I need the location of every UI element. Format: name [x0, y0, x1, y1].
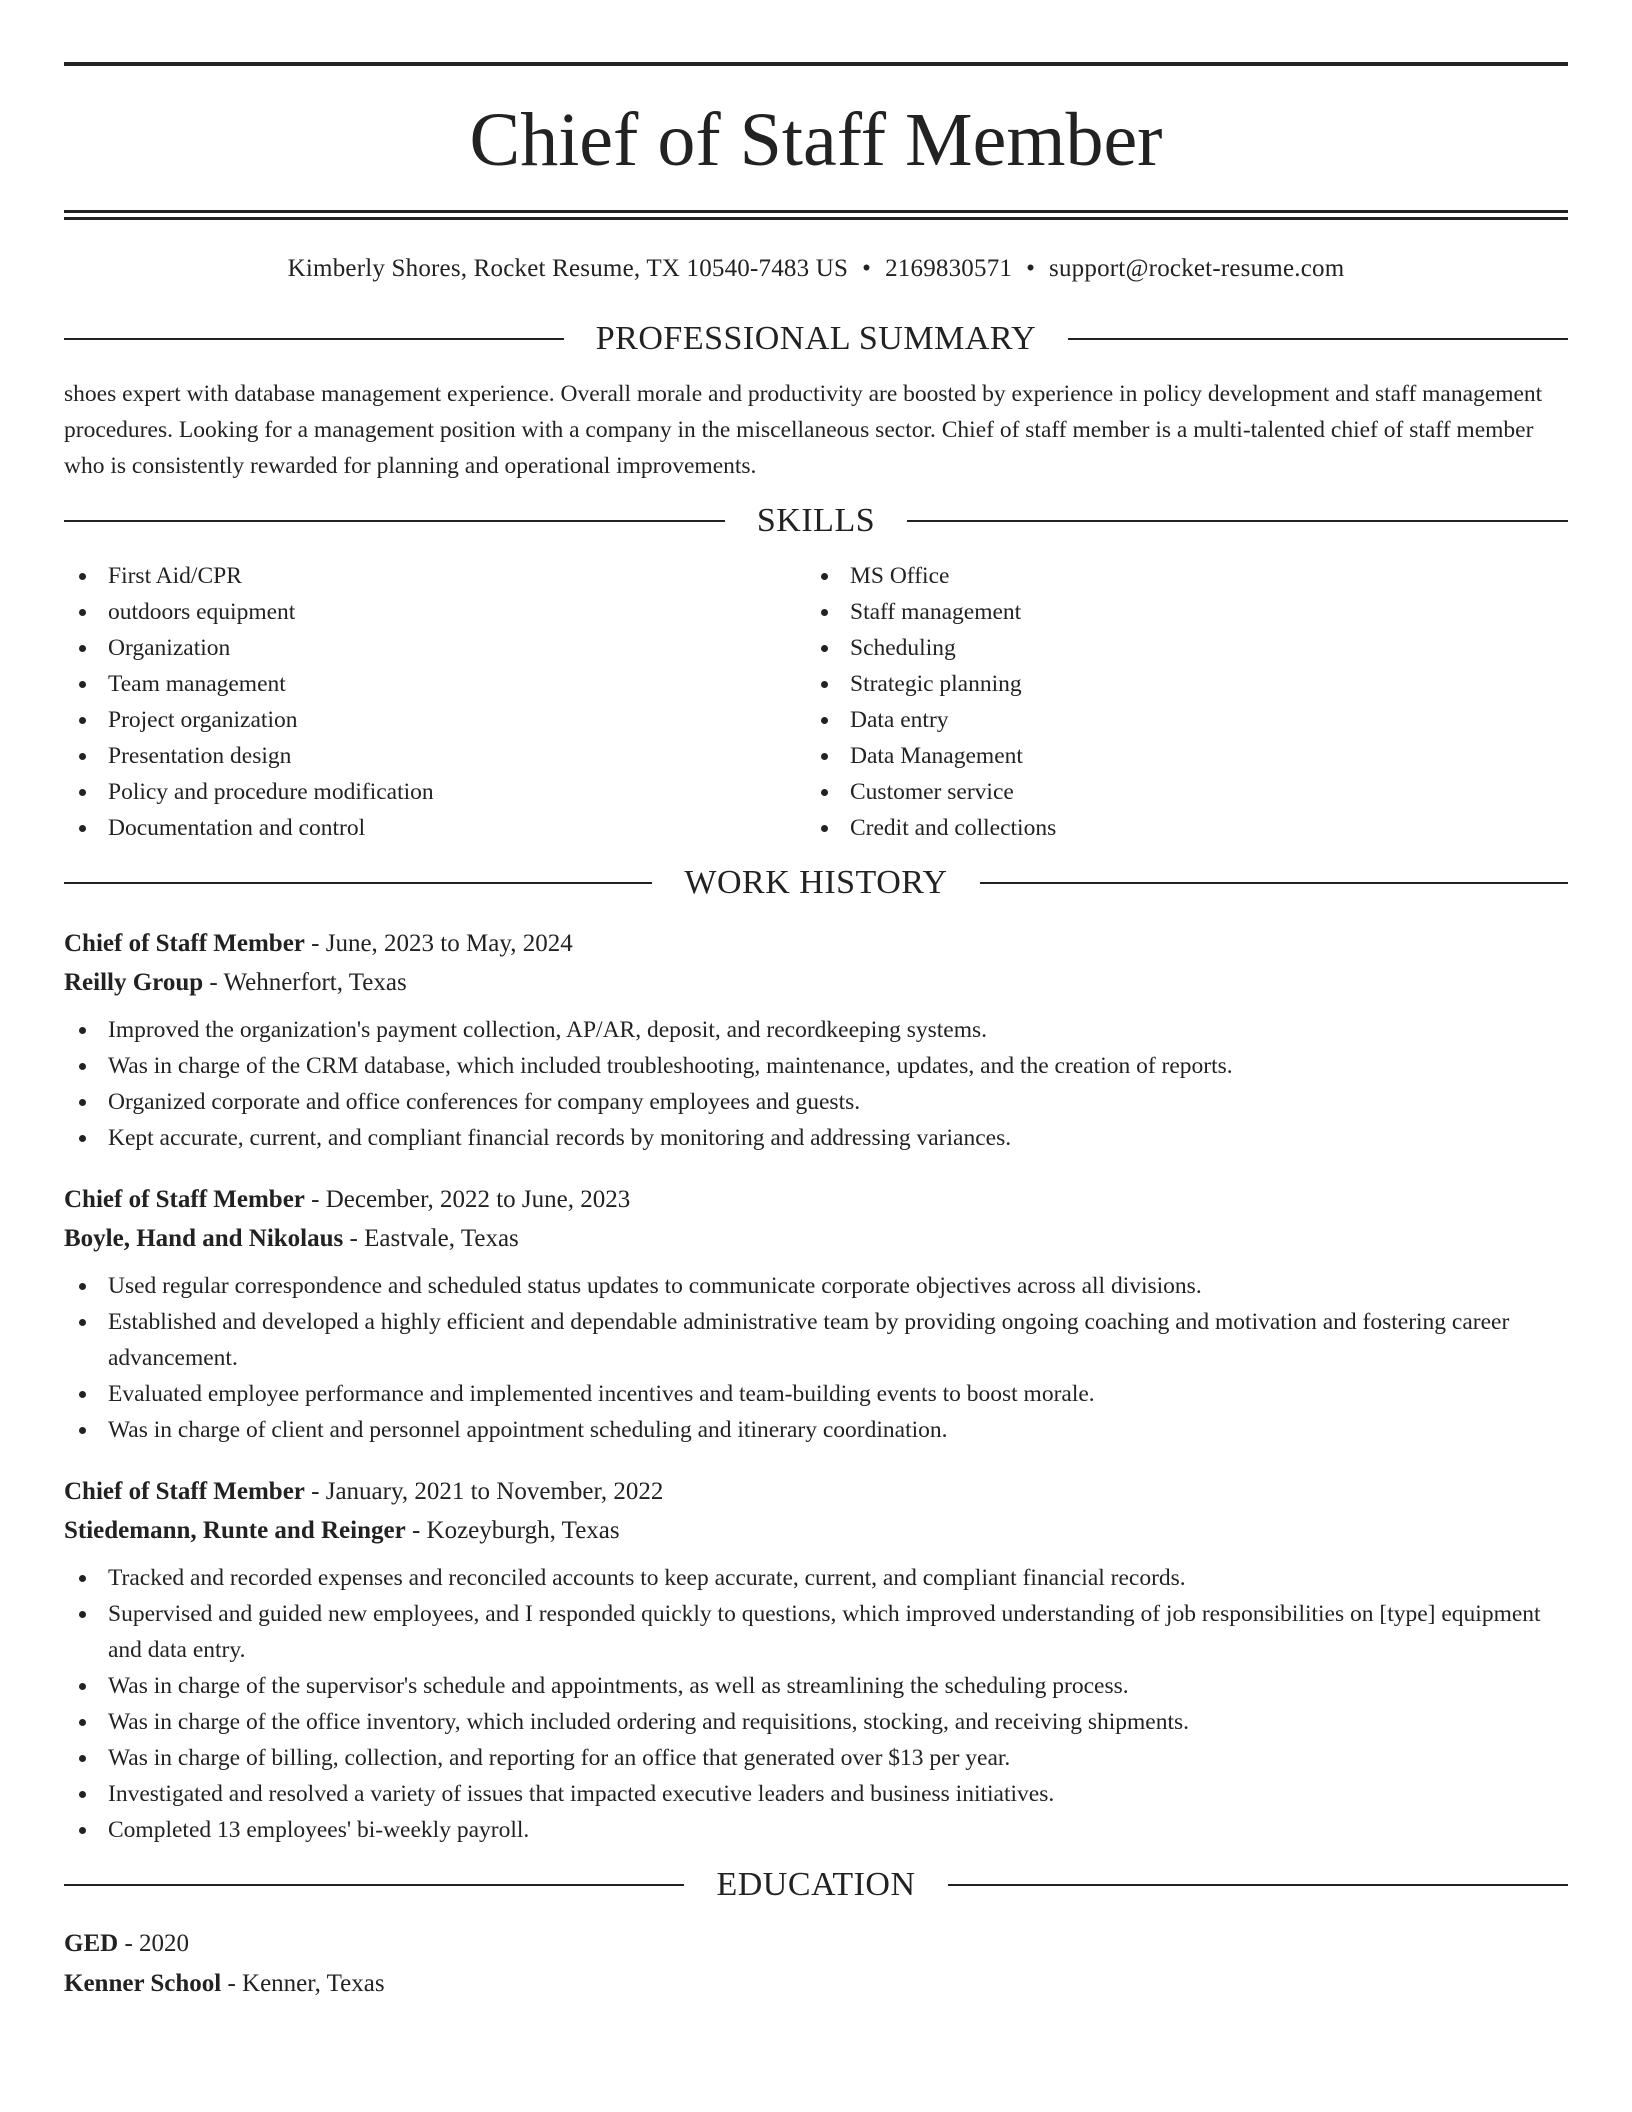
- job-bullet: Tracked and recorded expenses and reconciled accounts to keep accurate, current, and compliant financial records.: [64, 1560, 1568, 1596]
- section-rule: [64, 1884, 684, 1886]
- skill-item: Organization: [64, 630, 806, 666]
- education-location: - Kenner, Texas: [221, 1970, 385, 1997]
- section-header-education: [64, 1862, 1568, 1908]
- section-header-skills: [64, 498, 1568, 544]
- section-rule: [980, 882, 1568, 884]
- contact-separator: •: [862, 255, 872, 282]
- section-title: WORK HISTORY: [684, 864, 948, 901]
- job-bullet: Completed 13 employees' bi-weekly payroll.: [64, 1812, 1568, 1848]
- skill-item: Credit and collections: [806, 810, 1548, 846]
- job-role: Chief of Staff Member: [64, 1186, 305, 1213]
- job-entry: [64, 1180, 1568, 1448]
- job-bullet: Was in charge of the office inventory, which included ordering and requisitions, stocking, and receiving shipments.: [64, 1704, 1568, 1740]
- job-bullets: [64, 1268, 1568, 1448]
- skill-item: First Aid/CPR: [64, 558, 806, 594]
- job-title-line: [64, 924, 1568, 963]
- job-bullet: Evaluated employee performance and implemented incentives and team-building events to boost morale.: [64, 1376, 1568, 1412]
- skill-item: Data entry: [806, 702, 1548, 738]
- job-title-line: [64, 1472, 1568, 1511]
- resume-title: Chief of Staff Member: [469, 98, 1163, 182]
- job-entry: [64, 924, 1568, 1156]
- job-bullet: Was in charge of the supervisor's schedule and appointments, as well as streamlining the scheduling process.: [64, 1668, 1568, 1704]
- section-rule: [1068, 338, 1568, 340]
- contact-address: Kimberly Shores, Rocket Resume, TX 10540-7483 US: [287, 255, 849, 282]
- resume-page: [64, 62, 1568, 2004]
- job-dates: - January, 2021 to November, 2022: [304, 1478, 664, 1505]
- section-title: SKILLS: [756, 502, 876, 539]
- skill-item: Project organization: [64, 702, 806, 738]
- job-bullet: Established and developed a highly efficient and dependable administrative team by providing ongoing coaching and motivation and fostering career advancement.: [64, 1304, 1568, 1376]
- contact-email: support@rocket-resume.com: [1049, 255, 1345, 282]
- job-company: Boyle, Hand and Nikolaus: [64, 1225, 344, 1252]
- job-company-line: [64, 963, 1568, 1002]
- skill-item: Staff management: [806, 594, 1548, 630]
- skills-columns: [64, 558, 1568, 846]
- job-bullet: Was in charge of client and personnel appointment scheduling and itinerary coordination.: [64, 1412, 1568, 1448]
- education-school-line: [64, 1964, 1568, 2004]
- section-rule: [948, 1884, 1568, 1886]
- skill-item: MS Office: [806, 558, 1548, 594]
- top-rule: [64, 62, 1568, 66]
- job-location: - Kozeyburgh, Texas: [405, 1517, 620, 1544]
- skill-item: outdoors equipment: [64, 594, 806, 630]
- title-double-rule: [64, 210, 1568, 220]
- skill-item: Documentation and control: [64, 810, 806, 846]
- job-bullet: Used regular correspondence and scheduled status updates to communicate corporate objectives across all divisions.: [64, 1268, 1568, 1304]
- job-location: - Wehnerfort, Texas: [203, 969, 407, 996]
- skill-item: Presentation design: [64, 738, 806, 774]
- skill-item: Data Management: [806, 738, 1548, 774]
- skill-item: Policy and procedure modification: [64, 774, 806, 810]
- job-location: - Eastvale, Texas: [343, 1225, 519, 1252]
- education-year: - 2020: [118, 1930, 190, 1957]
- skills-list-left: [64, 558, 806, 846]
- job-bullet: Organized corporate and office conferences for company employees and guests.: [64, 1084, 1568, 1120]
- job-company: Reilly Group: [64, 969, 204, 996]
- skill-item: Team management: [64, 666, 806, 702]
- skill-item: Scheduling: [806, 630, 1548, 666]
- contact-line: [64, 252, 1568, 286]
- education-degree: GED: [64, 1930, 119, 1957]
- job-role: Chief of Staff Member: [64, 930, 305, 957]
- section-title: EDUCATION: [716, 1866, 916, 1903]
- education-degree-line: [64, 1924, 1568, 1964]
- job-bullet: Investigated and resolved a variety of issues that impacted executive leaders and business initiatives.: [64, 1776, 1568, 1812]
- section-rule: [64, 338, 564, 340]
- skill-item: Strategic planning: [806, 666, 1548, 702]
- job-bullet: Was in charge of the CRM database, which included troubleshooting, maintenance, updates, and the creation of reports.: [64, 1048, 1568, 1084]
- job-bullet: Supervised and guided new employees, and I responded quickly to questions, which improved understanding of job responsibilities on [type] equipment and data entry.: [64, 1596, 1568, 1668]
- job-company-line: [64, 1219, 1568, 1258]
- education-entry: [64, 1924, 1568, 2004]
- section-rule: [907, 520, 1568, 522]
- job-bullets: [64, 1012, 1568, 1156]
- job-title-line: [64, 1180, 1568, 1219]
- job-company-line: [64, 1511, 1568, 1550]
- section-header-work: [64, 860, 1568, 906]
- job-bullet: Kept accurate, current, and compliant financial records by monitoring and addressing variances.: [64, 1120, 1568, 1156]
- job-dates: - December, 2022 to June, 2023: [304, 1186, 631, 1213]
- skills-list-right: [806, 558, 1548, 846]
- education-school: Kenner School: [64, 1970, 222, 1997]
- section-rule: [64, 882, 652, 884]
- contact-separator: •: [1026, 255, 1036, 282]
- section-rule: [64, 520, 725, 522]
- job-dates: - June, 2023 to May, 2024: [304, 930, 573, 957]
- job-bullet: Was in charge of billing, collection, and reporting for an office that generated over $13 per year.: [64, 1740, 1568, 1776]
- job-bullet: Improved the organization's payment collection, AP/AR, deposit, and recordkeeping systems.: [64, 1012, 1568, 1048]
- job-entry: [64, 1472, 1568, 1848]
- summary-text: shoes expert with database management experience. Overall morale and productivity are boosted by experience in policy development and staff management procedures. Looking for a management position with a company in the miscellaneous sector. Chief of staff member is a multi-talented chief of staff member who is consistently rewarded for planning and operational improvements.: [64, 381, 1543, 479]
- work-history: [64, 924, 1568, 1848]
- contact-phone: 2169830571: [885, 255, 1013, 282]
- job-role: Chief of Staff Member: [64, 1478, 305, 1505]
- section-header-summary: [64, 316, 1568, 362]
- job-company: Stiedemann, Runte and Reinger: [64, 1517, 406, 1544]
- section-title: PROFESSIONAL SUMMARY: [595, 320, 1037, 357]
- skill-item: Customer service: [806, 774, 1548, 810]
- job-bullets: [64, 1560, 1568, 1848]
